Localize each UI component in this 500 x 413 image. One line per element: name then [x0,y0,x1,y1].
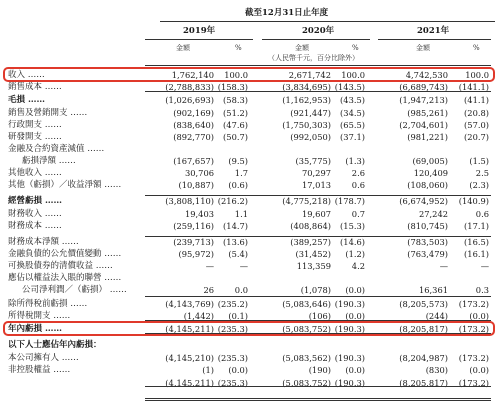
row-value: (106) [308,311,331,321]
row-value: (16.1) [464,249,489,259]
row-label: 研發開支 …… [8,132,62,142]
row-value: 4,742,530 [405,70,448,80]
row-value: (1,442) [183,311,214,321]
row-label: 財務收入 …… [8,209,62,219]
row-value: (4,143,769) [165,299,214,309]
row-value: (140.9) [458,196,489,206]
row-value: (235.3) [217,353,248,363]
row-value: (143.5) [334,82,365,92]
row-value: 0.3 [475,285,489,295]
row-label: 財務成本淨額 …… [8,237,79,247]
row-value: 70,297 [301,168,331,178]
row-value: (43.5) [340,95,365,105]
row-value: (2,788,833) [165,82,214,92]
row-value: (0.6) [228,180,248,190]
row-value: (173.2) [458,353,489,363]
row-value: (1.3) [345,156,365,166]
row-value: 0.6 [475,209,489,219]
row-value: (173.2) [458,299,489,309]
row-value: (3,808,110) [165,196,214,206]
row-value: (15.3) [340,221,365,231]
row-value: (0.0) [345,311,365,321]
row-value: (6,689,743) [399,82,448,92]
row-label: 虧損淨額 …… [22,156,76,166]
row-value: (8,205,573) [399,299,448,309]
row-value: (244) [425,311,448,321]
row-value: (838,640) [173,120,214,130]
row-value: 26 [203,285,214,295]
row-value: 1,762,140 [171,70,214,80]
row-value: (239,713) [173,237,214,247]
row-value: (5,083,646) [282,299,331,309]
row-label: 本公司擁有人 …… [8,353,79,363]
row-value: (763,479) [407,249,448,259]
highlight-loss-for-year-row [3,321,495,336]
percent-label-2021: % [473,44,480,52]
highlight-revenue-row [3,67,495,82]
row-value: (16.5) [464,237,489,247]
row-value: (190.3) [334,299,365,309]
row-value: (985,261) [407,108,448,118]
row-value: (69,005) [412,156,448,166]
row-value: (190.3) [334,353,365,363]
row-value: (41.1) [464,95,489,105]
row-value: (57.0) [464,120,489,130]
row-label: 毛損 …… [8,95,45,105]
row-value: (17.1) [464,221,489,231]
row-value: (1.5) [469,156,489,166]
rule-before-pretax [145,296,491,297]
year-underline-2021 [378,39,491,40]
year-underline-2019 [145,39,253,40]
unit-note: （人民幣千元，百分比除外） [268,54,359,62]
row-value: (8,205,817) [399,378,448,388]
row-value: (190) [308,365,331,375]
row-label: 年內虧損 …… [8,324,62,334]
row-value: 100.0 [224,70,248,80]
row-label: 行政開支 …… [8,120,62,130]
row-value: (14.7) [223,221,248,231]
percent-label-2019: % [235,44,242,52]
row-value: (5,083,752) [282,324,331,334]
row-value: 17,013 [301,180,331,190]
row-value: (31,452) [295,249,331,259]
row-value: (830) [425,365,448,375]
period-heading: 截至12月31日止年度 [245,8,329,18]
row-value: 0.0 [234,285,248,295]
row-value: (235.3) [217,378,248,388]
row-value: 1.7 [234,168,248,178]
row-value: (58.3) [223,95,248,105]
amount-label-2021: 金額 [416,44,430,52]
row-value: (408,864) [290,221,331,231]
rule-final-double [145,398,491,401]
row-value: (5,083,562) [282,353,331,363]
year-2020: 2020年 [302,26,335,36]
row-value: (4,145,211) [165,378,214,388]
row-label: 金融及合約資產減值 …… [8,144,105,154]
row-value: (5,083,752) [282,378,331,388]
row-value: (8,204,987) [399,353,448,363]
row-value: (2,704,601) [399,120,448,130]
row-value: (8,205,817) [399,324,448,334]
row-label: 公司淨利潤／（虧損） …… [22,285,127,295]
row-label: 銷售成本 …… [8,82,62,92]
row-value: (0.0) [469,311,489,321]
row-value: (1.2) [345,249,365,259]
row-label: 可換股債券的清償收益 …… [8,261,113,271]
row-value: (902,169) [173,108,214,118]
row-value: (783,503) [407,237,448,247]
row-value: 113,359 [296,261,331,271]
row-value: (992,050) [290,132,331,142]
year-2019: 2019年 [183,26,216,36]
percent-label-2020: % [352,44,359,52]
row-value: (1,078) [300,285,331,295]
row-value: (981,221) [407,132,448,142]
row-label: 收入 …… [8,70,45,80]
row-value: (1,162,953) [282,95,331,105]
row-label: 銷售及營銷開支 …… [8,108,88,118]
row-value: (892,770) [173,132,214,142]
row-label: 除所得稅前虧損 …… [8,299,88,309]
amount-label-2020: 金額 [295,44,309,52]
row-value: (95,972) [178,249,214,259]
row-value: (1,947,213) [399,95,448,105]
row-label: 非控股權益 …… [8,365,71,375]
row-value: (0.0) [469,365,489,375]
row-value: (37.1) [340,132,365,142]
row-label: 所得稅開支 …… [8,311,71,321]
row-value: (1,750,303) [282,120,331,130]
row-value: (6,674,952) [399,196,448,206]
row-value: (158.3) [217,82,248,92]
rule-before-total [145,386,491,387]
row-value: — [239,261,248,271]
row-value: 19,403 [184,209,214,219]
row-value: (0.1) [228,311,248,321]
row-value: 19,607 [301,209,331,219]
row-label: 經營虧損 …… [8,196,62,206]
row-label: 其他（虧損）／收益淨額 …… [8,180,122,190]
row-value: (173.2) [458,378,489,388]
row-label: 其他收入 …… [8,168,62,178]
row-value: (65.5) [340,120,365,130]
row-value: (20.7) [464,132,489,142]
row-value: (1,026,693) [165,95,214,105]
row-value: 2.6 [351,168,365,178]
row-value: (4,145,211) [165,324,214,334]
row-value: (51.2) [223,108,248,118]
row-value: (235.2) [217,299,248,309]
row-value: (10,887) [178,180,214,190]
row-label: 財務成本 …… [8,221,62,231]
row-value: (1) [202,365,214,375]
row-value: (4,145,210) [165,353,214,363]
row-value: (235.3) [217,324,248,334]
period-underline [160,21,495,22]
row-label: 金融負債的公允價值變動 …… [8,249,122,259]
row-label: 應佔以權益法入賬的聯營 …… [8,273,122,283]
row-value: (50.7) [223,132,248,142]
year-2021: 2021年 [417,26,450,36]
row-value: 100.0 [465,70,489,80]
row-value: — [205,261,214,271]
rule-before-operating-loss [145,195,491,196]
row-value: 4.2 [351,261,365,271]
row-value: (5.4) [228,249,248,259]
year-underline-2020 [262,39,370,40]
row-value: (0.0) [345,365,365,375]
row-value: (167,657) [173,156,214,166]
rule-before-net-finance [145,236,491,237]
row-value: (4,775,218) [282,196,331,206]
row-value: 30,706 [184,168,214,178]
row-value: (20.8) [464,108,489,118]
row-value: — [480,261,489,271]
row-value: 0.7 [351,209,365,219]
row-value: (0.0) [345,285,365,295]
row-value: (810,745) [407,221,448,231]
row-value: (389,257) [290,237,331,247]
row-value: (13.6) [223,237,248,247]
row-value: 2.5 [475,168,489,178]
row-value: (108,060) [407,180,448,190]
row-label: 以下人士應佔年內虧損： [8,340,102,350]
row-value: (259,116) [173,221,214,231]
row-value: (9.5) [228,156,248,166]
row-value: (173.2) [458,324,489,334]
rule-before-gross-loss [145,91,491,92]
row-value: 2,671,742 [288,70,331,80]
row-value: (190.3) [334,324,365,334]
amount-label-2019: 金額 [176,44,190,52]
row-value: (141.1) [458,82,489,92]
row-value: (0.0) [228,365,248,375]
row-value: (190.3) [334,378,365,388]
row-value: (14.6) [340,237,365,247]
row-value: 120,409 [413,168,448,178]
row-value: (2.3) [469,180,489,190]
row-value: 100.0 [341,70,365,80]
row-value: (35,775) [295,156,331,166]
row-value: 1.1 [234,209,248,219]
row-value: (178.7) [334,196,365,206]
row-value: (921,447) [290,108,331,118]
row-value: 27,242 [418,209,448,219]
row-value: (34.5) [340,108,365,118]
row-value: 0.6 [351,180,365,190]
row-value: (216.2) [217,196,248,206]
row-value: (47.6) [223,120,248,130]
row-value: 16,361 [418,285,448,295]
row-value: (3,834,695) [282,82,331,92]
header-bottom-rule [145,65,491,66]
row-value: — [439,261,448,271]
